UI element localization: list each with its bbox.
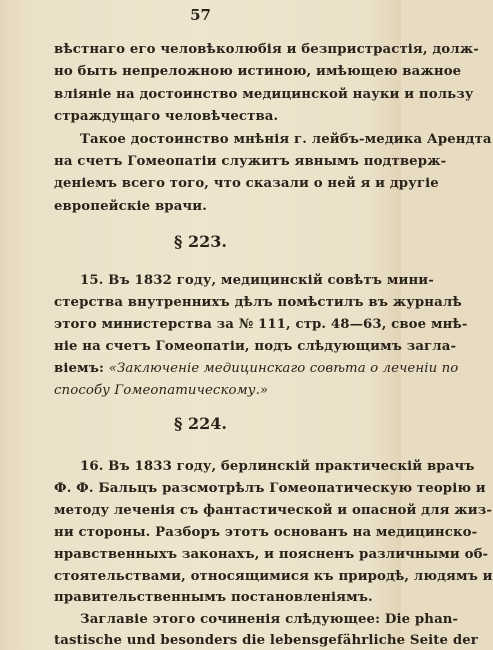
text-line: европейскіе врачи.: [54, 199, 207, 214]
text-line: страждущаго человѣчества.: [54, 109, 279, 124]
section-heading: § 224.: [174, 414, 227, 433]
text-line: Ф. Ф. Бальцъ разсмотрѣлъ Гомеопатическую теорію и: [54, 481, 486, 496]
text-line: но быть непреложною истиною, имѣющею важное: [54, 64, 462, 79]
quoted-title-cont: способу Гомеопатическому.»: [54, 383, 269, 398]
quoted-title: «Заключеніе медицинскаго совѣта о леченіи по: [108, 361, 459, 376]
text-line: вѣстнаго его человѣколюбія и безпристрастія, долж-: [54, 42, 479, 57]
text-line: правительственнымъ постановленіямъ.: [54, 590, 373, 605]
text-line: 16. Въ 1833 году, берлинскій практическій врачъ: [80, 459, 475, 474]
text-line: стоятельствами, относящимися къ природѣ, людямъ и: [54, 569, 493, 584]
text-span: віемъ:: [54, 361, 105, 376]
text-line: вліяніе на достоинство медицинской науки и пользу: [54, 87, 474, 102]
text-line: [54, 360, 459, 378]
text-line: Заглавіе этого сочиненія слѣдующее: Die phan-: [80, 612, 459, 627]
text-line: нравственныхъ законахъ, и поясненъ различными об-: [54, 547, 489, 562]
text-line: методу леченія съ фантастической и опасной для жиз-: [54, 503, 492, 518]
text-line: деніемъ всего того, что сказали о ней я и другіе: [54, 176, 439, 191]
page-number: 57: [190, 6, 211, 24]
text-line: tastische und besonders die lebensgefährliche Seite der: [54, 633, 478, 648]
text-line: 15. Въ 1832 году, медицинскій совѣтъ мини-: [80, 273, 434, 288]
text-line: стерства внутреннихъ дѣлъ помѣстилъ въ журналѣ: [54, 295, 462, 310]
text-line: Такое достоинство мнѣнія г. лейбъ-медика Арендта: [80, 132, 492, 147]
text-line: на счетъ Гомеопатіи служитъ явнымъ подтверж-: [54, 154, 447, 169]
text-line: этого министерства за № 111, стр. 48—63, свое мнѣ-: [54, 317, 468, 332]
section-heading: § 223.: [174, 232, 227, 251]
text-line: ніе на счетъ Гомеопатіи, подъ слѣдующимъ загла-: [54, 339, 457, 354]
text-line: ни стороны. Разборъ этотъ основанъ на медицинско-: [54, 525, 478, 540]
